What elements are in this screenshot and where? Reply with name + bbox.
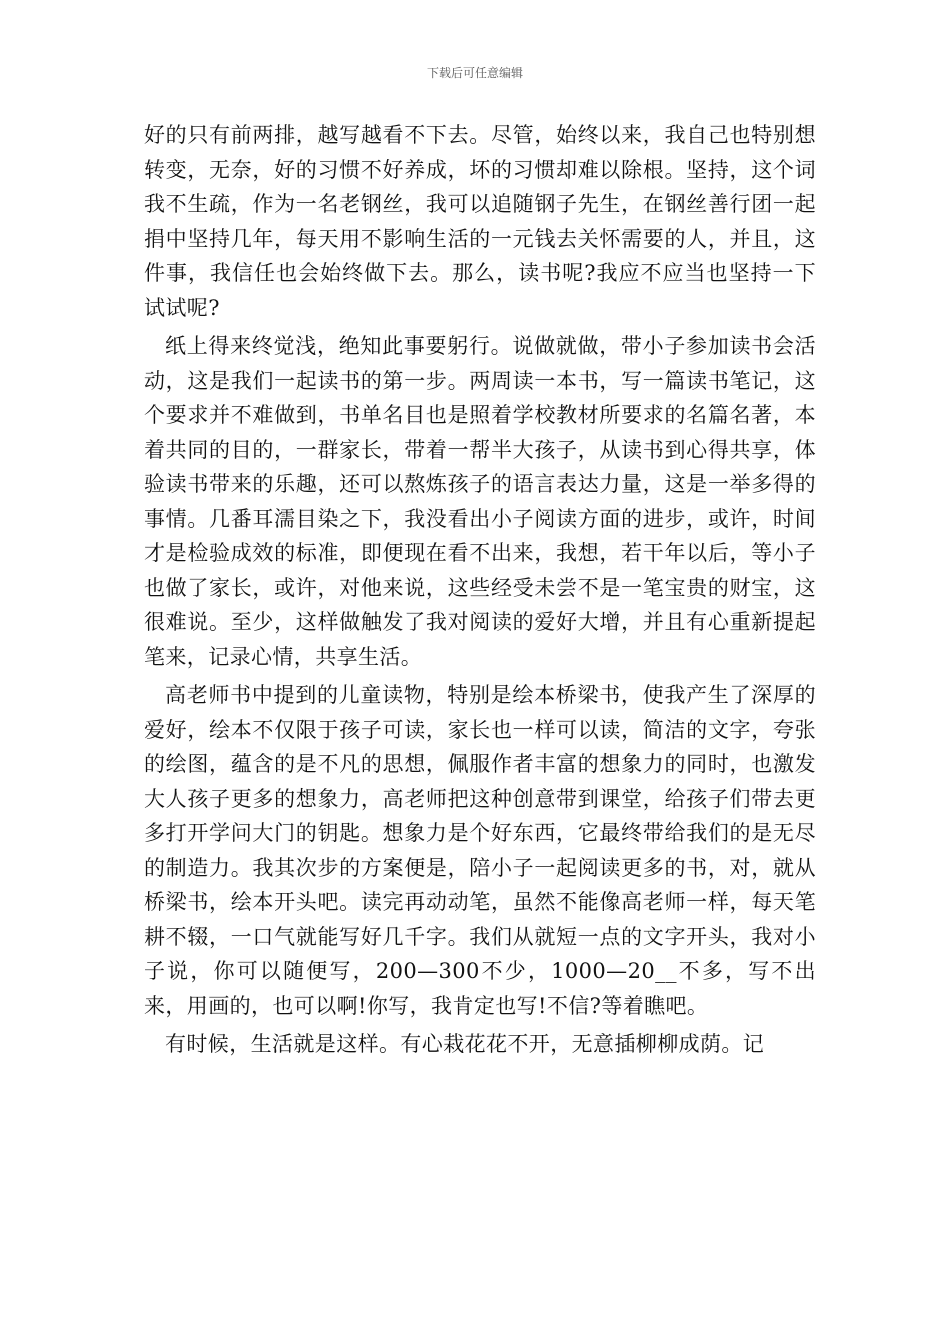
document-body — [144, 118, 816, 1066]
paragraph: 好的只有前两排，越写越看不下去。尽管，始终以来，我自己也特别想转变，无奈，好的习惯不好养成，坏的习惯却难以除根。坚持，这个词我不生疏，作为一名老钢丝，我可以追随钢子先生，在钢丝善行团一起捐中坚持几年，每天用不影响生活的一元钱去关怀需要的人，并且，这件事，我信任也会始终做下去。那么，读书呢?我应不应当也坚持一下试试呢? — [144, 123, 816, 320]
paragraph: 高老师书中提到的儿童读物，特别是绘本桥梁书，使我产生了深厚的爱好，绘本不仅限于孩子可读，家长也一样可以读，简洁的文字，夸张的绘图，蕴含的是不凡的思想，佩服作者丰富的想象力的同时，也激发大人孩子更多的想象力，高老师把这种创意带到课堂，给孩子们带去更多打开学问大门的钥匙。想象力是个好东西，它最终带给我们的是无尽的制造力。我其次步的方案便是，陪小子一起阅读更多的书，对，就从桥梁书，绘本开头吧。读完再动动笔，虽然不能像高老师一样，每天笔耕不辍，一口气就能写好几千字。我们从就短一点的文字开头，我对小子说，你可以随便写，200—300不少，1000—20__不多，写不出来，用画的，也可以啊!你写，我肯定也写!不信?等着瞧吧。 — [144, 683, 816, 1018]
paragraph: 纸上得来终觉浅，绝知此事要躬行。说做就做，带小子参加读书会活动，这是我们一起读书的第一步。两周读一本书，写一篇读书笔记，这个要求并不难做到，书单名目也是照着学校教材所要求的名篇名著，本着共同的目的，一群家长，带着一帮半大孩子，从读书到心得共享，体验读书带来的乐趣，还可以熬炼孩子的语言表达力量，这是一举多得的事情。几番耳濡目染之下，我没看出小子阅读方面的进步，或许，时间才是检验成效的标准，即便现在看不出来，我想，若干年以后，等小子也做了家长，或许，对他来说，这些经受未尝不是一笔宝贵的财宝，这很难说。至少，这样做触发了我对阅读的爱好大增，并且有心重新提起笔来，记录心情，共享生活。 — [144, 334, 816, 669]
paragraph: 有时候，生活就是这样。有心栽花花不开，无意插柳柳成荫。记 — [165, 1032, 765, 1056]
page-header: 下载后可任意编辑 — [426, 66, 523, 80]
